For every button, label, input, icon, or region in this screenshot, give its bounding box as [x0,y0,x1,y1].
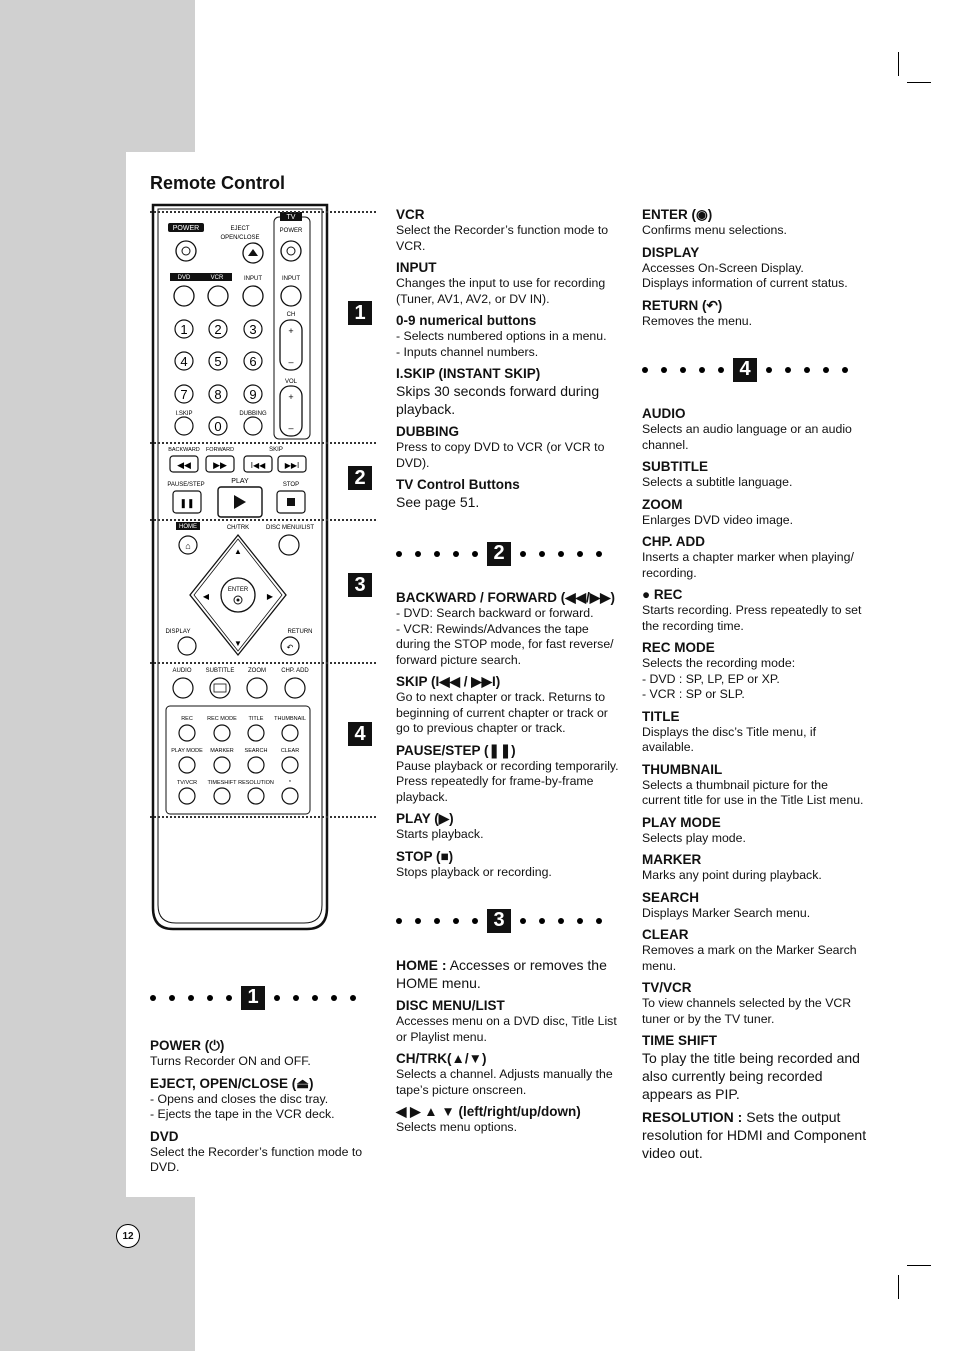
section-number: 3 [487,909,511,933]
tv-input-label: INPUT [282,276,300,282]
item-text: - DVD: Search backward or forward. [396,606,594,620]
item-text: Displays Marker Search menu. [642,905,811,920]
item-text: Selects the recording mode: [642,656,796,670]
item-heading: THUMBNAIL [642,761,723,777]
item-text: - Opens and closes the disc tray. [150,1091,329,1106]
section-4-marker: 4 [348,722,372,746]
item-text: Pause playback or recording temporarily. [396,758,619,773]
item-text: Select the Recorder’s function mode to VCR. [396,223,609,253]
item-heading: 0-9 numerical buttons [396,313,537,328]
item-text: - Ejects the tape in the VCR deck. [150,1107,335,1121]
item-text: Inserts a chapter marker when playing/ recording. [642,550,854,580]
section-3-marker: 3 [348,573,372,597]
item-heading: PLAY MODE [642,814,721,830]
item-heading: DISC MENU/LIST [396,998,505,1013]
item-heading: RETURN (↶) [642,297,723,313]
item-text: Press to copy DVD to VCR (or VCR to DVD). [396,440,605,470]
crop-mark [898,1275,899,1299]
item-text: - Selects numbered options in a menu. [396,329,607,343]
iskip-label: I.SKIP [175,411,193,417]
item-heading: POWER (⏻) [150,1038,225,1053]
timeshift-label: TIMESHIFT [207,780,237,786]
section-heading [396,908,622,934]
item-text: Accesses menu on a DVD disc, Title List or Playlist menu. [396,1014,617,1044]
item-text: To view channels selected by the VCR tuner or by the TV tuner. [642,996,852,1026]
item-heading: ENTER (◉) [642,207,713,222]
resolution-label: RESOLUTION [238,780,274,786]
home-label: HOME [179,524,197,530]
digit-label: 8 [214,387,222,402]
section-divider [150,442,376,444]
item-text: Changes the input to use for recording (Tuner, AV1, AV2, or DV IN). [396,276,606,306]
item-heading: DISPLAY [642,244,700,260]
item-heading: CLEAR [642,927,689,942]
item-heading: PLAY (▶) [396,811,454,826]
forward-label: FORWARD [205,447,235,453]
item-text: Displays information of current status. [642,276,848,290]
audio-label: AUDIO [172,668,192,674]
item-heading: CHP. ADD [642,534,706,549]
item-heading: INPUT [396,260,437,275]
item-text: Turns Recorder ON and OFF. [150,1054,311,1068]
item-heading: REC MODE [642,640,715,655]
zoom-label: ZOOM [248,668,266,674]
open-close-label: OPEN/CLOSE [220,235,260,241]
item-text: Select the Recorder’s function mode to DVD. [150,1144,363,1174]
item-heading: SEARCH [642,889,700,905]
item-text: Removes a mark on the Marker Search menu. [642,943,857,973]
item-text: To play the title being recorded and also currently being recorded appears as PIP. [642,1050,860,1102]
item-heading: DVD [150,1128,179,1144]
skip-label: SKIP [269,447,283,453]
section-number: 2 [487,542,511,566]
svg-text:▶▶: ▶▶ [213,460,227,470]
chp-add-label: CHP. ADD [281,668,309,674]
item-text: Confirms menu selections. [642,223,787,237]
item-text: - VCR : SP or SLP. [642,687,745,701]
item-text: Skips 30 seconds forward during playback. [396,383,600,417]
item-heading: SKIP (I◀◀ / ▶▶I) [396,674,501,689]
section-divider [150,519,376,521]
section-heading [642,357,868,383]
remote-control-illustration [150,203,330,933]
section-2-marker: 2 [348,466,372,490]
item-heading: CH/TRK(▲/▼) [396,1051,487,1066]
svg-text:▶▶I: ▶▶I [284,461,300,470]
item-text: Enlarges DVD video image. [642,512,794,527]
enter-label: ENTER [227,587,249,593]
item-heading: ◀ ▶ ▲ ▼ (left/right/up/down) [396,1104,581,1119]
svg-text:▼: ▼ [234,639,242,648]
item-text: Selects play mode. [642,830,746,845]
item-text: See page 51. [396,494,480,510]
item-heading: DUBBING [396,424,459,439]
item-text: Press repeatedly for frame-by-frame playback. [396,774,594,804]
svg-text:⌂: ⌂ [185,541,191,551]
tv-label: TV [286,214,296,221]
item-heading: STOP (■) [396,848,454,864]
item-heading: BACKWARD / FORWARD (◀◀/▶▶) [396,590,616,605]
digit-label: 4 [180,354,188,369]
section-number: 4 [733,358,757,382]
section-1-marker: 1 [348,301,372,325]
svg-text:◀: ◀ [202,592,210,601]
item-text: Selects a subtitle language. [642,475,793,489]
resolution-text: Sets the output resolution for HDMI and Component video out. [642,1109,867,1161]
item-text: - DVD : SP, LP, EP or XP. [642,671,780,686]
section-number: 1 [241,986,265,1010]
section-divider [150,662,376,664]
item-text: Marks any point during playback. [642,868,822,882]
return-label: RETURN [287,629,313,635]
section-divider [150,816,376,818]
digit-label: 3 [249,322,257,337]
dubbing-label: DUBBING [239,411,267,417]
page-title: Remote Control [150,173,285,193]
svg-text:◀◀: ◀◀ [177,460,191,470]
page-number: 12 [116,1224,140,1248]
svg-text:I◀◀: I◀◀ [250,461,266,470]
crop-mark [907,1265,931,1266]
item-heading: EJECT, OPEN/CLOSE (⏏) [150,1075,314,1091]
marker-label: MARKER [210,748,234,754]
item-heading: I.SKIP (INSTANT SKIP) [396,366,541,381]
digit-label: 6 [249,354,257,369]
svg-text:–: – [288,357,294,367]
item-heading: SUBTITLE [642,459,708,474]
item-text: Starts recording. Press repeatedly to set the recording time. [642,603,862,633]
tv-vcr-label: TV/VCR [176,780,198,786]
digit-label: 7 [180,387,188,402]
item-text: Accesses On-Screen Display. [642,260,804,275]
rec-mode-label: REC MODE [207,716,237,722]
dvd-label: DVD [177,275,191,281]
column-1 [150,977,376,1181]
item-text: Starts playback. [396,827,484,841]
title-label: TITLE [248,716,264,722]
svg-text:▲: ▲ [234,547,242,556]
star-label: * [288,780,292,786]
item-heading: ● REC [642,587,683,602]
thumbnail-label: THUMBNAIL [274,716,306,722]
svg-text:–: – [288,423,294,433]
item-heading: AUDIO [642,406,686,421]
item-text: - Inputs channel numbers. [396,344,539,359]
eject-label: EJECT [230,226,250,232]
home-description [396,956,622,992]
pause-step-label: PAUSE/STEP [167,482,205,488]
vcr-label: VCR [210,275,224,281]
item-text: Selects a thumbnail picture for the current title for use in the Title List menu. [642,777,864,807]
item-heading: TV Control Buttons [396,477,520,492]
svg-text:❚❚: ❚❚ [179,498,195,508]
power-label: POWER [172,225,200,232]
play-mode-label: PLAY MODE [171,748,203,754]
play-label: PLAY [231,478,249,485]
item-heading: PAUSE/STEP (❚❚) [396,742,516,758]
resolution-heading: RESOLUTION : [642,1109,743,1125]
home-text: Accesses or removes the HOME menu. [396,957,607,991]
digit-label: 9 [249,387,257,402]
section-divider [150,211,376,213]
item-text: Go to next chapter or track. Returns to beginning of current chapter or track or go to previous chapter or track. [396,690,608,735]
digit-label: 1 [180,322,188,337]
svg-text:▶: ▶ [266,592,274,601]
subtitle-label: SUBTITLE [205,668,235,674]
disc-menu-label: DISC MENU/LIST [265,525,315,531]
item-heading: TITLE [642,708,680,724]
svg-text:↶: ↶ [286,643,294,652]
item-heading: MARKER [642,852,702,867]
chtrk-label: CH/TRK [226,525,250,531]
digit-label: 2 [214,322,222,337]
item-heading: TV/VCR [642,980,692,995]
display-label: DISPLAY [165,629,191,635]
item-text: Selects menu options. [396,1120,517,1134]
section-heading [396,541,622,567]
backward-label: BACKWARD [168,447,200,453]
column-2 [396,206,622,1141]
item-text: - VCR: Rewinds/Advances the tape during the STOP mode, for fast reverse/ forward picture search. [396,621,614,667]
digit-label: 5 [214,354,222,369]
item-heading: TIME SHIFT [642,1033,717,1048]
resolution-description [642,1108,868,1162]
crop-mark [907,82,931,83]
vol-label: VOL [284,379,298,385]
input-label: INPUT [244,276,262,282]
column-3 [642,206,868,1167]
svg-text:+: + [288,392,294,402]
digit-label: 0 [214,419,222,434]
home-heading: HOME : [396,957,447,973]
tv-power-label: POWER [279,228,303,234]
stop-label: STOP [282,482,300,488]
item-heading: ZOOM [642,496,683,512]
ch-label: CH [286,312,296,318]
item-text: Stops playback or recording. [396,864,552,879]
section-heading [150,985,376,1011]
crop-mark [898,52,899,76]
item-text: Selects an audio language or an audio channel. [642,422,852,452]
svg-text:+: + [288,326,294,336]
item-text: Displays the disc’s Title menu, if available. [642,724,817,754]
item-text: Selects a channel. Adjusts manually the tape’s picture onscreen. [396,1067,613,1097]
item-text: Removes the menu. [642,313,753,328]
item-heading: VCR [396,207,425,222]
search-label: SEARCH [244,748,268,754]
clear-label: CLEAR [280,748,300,754]
rec-label: REC [181,716,193,722]
